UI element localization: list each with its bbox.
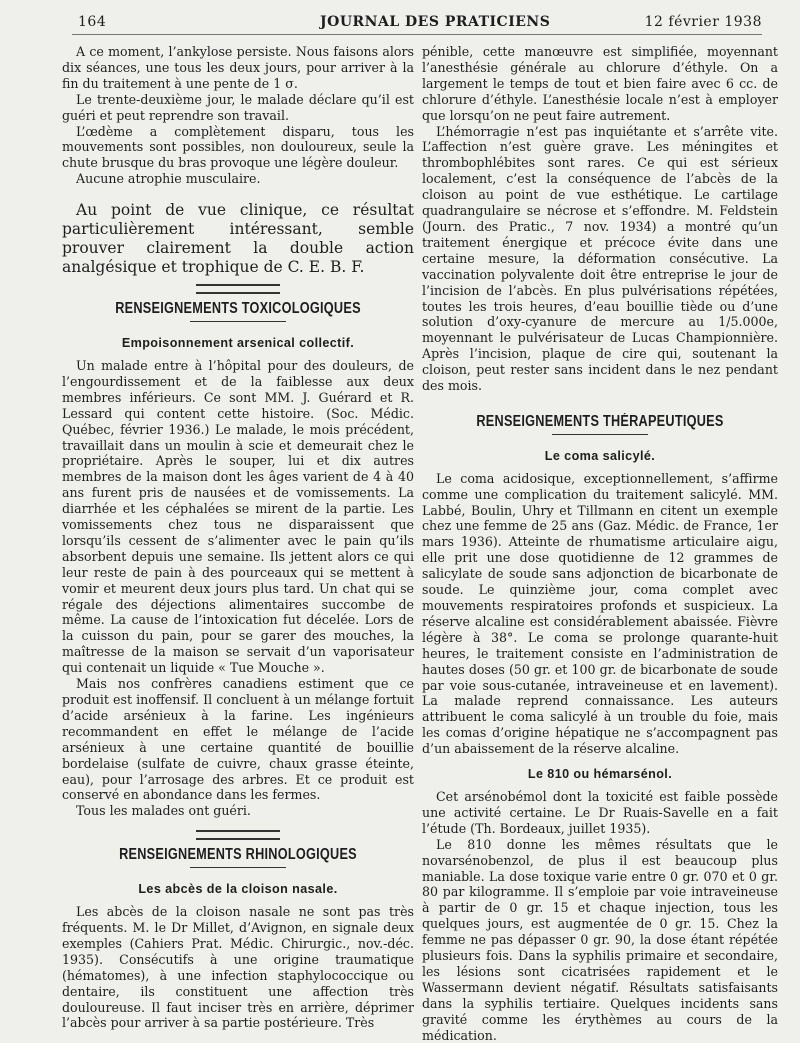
header-rule — [72, 34, 762, 35]
section-title-therapeutiques: RENSEIGNEMENTS THÉRAPEUTIQUES — [476, 412, 724, 430]
paragraph: Mais nos confrères canadiens estiment que ce produit est inoffensif. Il concluent à un mélange fortuit d’acide arsénieux à la farine. Les ingénieurs recommandent en effet le mélange de l’acide arsénieux à une certaine quantité de bouillie bordelaise (sulfate de cuivre, chaux grasse éteinte, eau), pour l’arrosage des arbres. Et ce produit est conservé en abondance dans les fermes. — [62, 676, 414, 803]
paragraph: A ce moment, l’ankylose persiste. Nous faisons alors dix séances, une tous les deux jours, pour arriver à la fin du traitement à une pente de 1 σ. — [62, 44, 414, 91]
paragraph: Un malade entre à l’hôpital pour des douleurs, de l’engourdissement et de la faiblesse aux deux membres inférieurs. Ce sont MM. J. Guérard et R. Lessard qui content cette histoire. (Soc. Médic. Québec, février 1936.) Le malade, le mois précédent, travaillait dans un moulin à scie et demeurait chez le propriétaire. Après le souper, lui et dix autres membres de la maison dont les âges varient de 4 à 40 ans furent pris de nausées et de vomissements. La diarrhée et les céphalées se mirent de la partie. Les vomissements chez tous ne disparaissent que lorsqu’ils cessent de s’alimenter avec le pain qu’ils absorbent depuis une semaine. Ils jettent alors ce qui leur reste de pain à des pourceaux qui se mettent à vomir et meurent deux jours plus tard. Un chat qui se régale des déjections alimentaires succombe de même. La cause de l’intoxication fut décelée. Lors de la cuisson du pain, pour se garer des mouches, la maîtresse de la maison se servait d’un vaporisateur qui contenait un liquide « Tue Mouche ». — [62, 357, 414, 676]
paragraph: L’œdème a complètement disparu, tous les mouvements sont possibles, non douloureux, seule la chute brusque du bras provoque une légère douleur. — [62, 123, 414, 171]
section-divider — [62, 829, 414, 841]
paragraph: Le coma acidosique, exceptionnellement, s’affirme comme une complication du traitement salicylé. MM. Labbé, Boulin, Uhry et Tillmann en citent un exemple chez une femme de 25 ans (Gaz. Médic. de France, 1er mars 1936). Atteinte de rhumatisme articulaire aigu, elle prit une dose quotidienne de 12 grammes de salicylate de soude sans adjonction de bicarbonate de soude. Le quinzième jour, coma complet avec mouvements respiratoires profonds et suspicieux. La réserve alcaline est considérablement abaissée. Fièvre légère à 38°. Le coma se prolonge quarante-huit heures, le traitement consiste en l’administration de hautes doses (50 gr. et 100 gr. de bicarbonate de soude par voie sous-cutanée, intraveineuse et en lavement). La malade reprend connaissance. Les auteurs attribuent le coma salicylé à un trouble du foie, mais les comas d’origine hépatique ne s’accompagnent pas d’un abaissement de la réserve alcaline. — [422, 470, 778, 757]
paragraph: Les abcès de la cloison nasale ne sont pas très fréquents. M. le Dr Millet, d’Avignon, en signale deux exemples (Cahiers Prat. Médic. Chirurgic., nov.-déc. 1935). Consécutifs à une origine traumatique (hématomes), à une infection staphylococcique ou dentaire, ils constituent une affection très douloureuse. Il faut inciser très en arrière, déprimer l’abcès pour arriver à sa partie postérieure. Très — [62, 904, 414, 1031]
conclusion-paragraph: Au point de vue clinique, ce résultat particulièrement intéressant, semble prouver clairement la double action analgésique et trophique de C. E. B. F. — [62, 201, 414, 277]
paragraph: Tous les malades ont guéri. — [76, 803, 251, 819]
paragraph: pénible, cette manœuvre est simplifiée, moyennant l’anesthésie générale au chlorure d’éthyle. On a largement le temps de tout et bien faire avec 6 cc. de chlorure d’éthyle. L’anesthésie locale n’est à employer que lorsqu’on ne peut faire autrement. — [422, 44, 778, 123]
paragraph: L’hémorragie n’est pas inquiétante et s’arrête vite. L’affection n’est guère grave. Les méningites et thrombophlébites sont rares. Ce qui est sérieux localement, c’est la conséquence de l’abcès de la cloison au point de vue esthétique. Le cartilage quadrangulaire se nécrose et s’effondre. M. Feldstein (Journ. des Pratic., 7 nov. 1934) a montré qu’un traitement énergique et précoce évite dans une certaine mesure, la déformation consécutive. La vaccination polyvalente doit être entreprise le jour de l’incision de l’abcès. En plus pulvérisations répétées, toutes les trois heures, d’eau bouillie tiède ou d’une solution d’oxy-cyanure de mercure au 1/5.000e, moyennant le pulvérisateur de Lucas Championnière. Après l’incision, plaque de cire qui, soutenant la cloison, peut rester sans incident dans le nez pendant des mois. — [422, 123, 778, 394]
right-column — [422, 44, 778, 1043]
journal-title: JOURNAL DES PRATICIENS — [320, 14, 551, 30]
section-title-rhinologiques: RENSEIGNEMENTS RHINOLOGIQUES — [119, 846, 357, 864]
page-header — [72, 14, 762, 36]
article-title-arsenical: Empoisonnement arsenical collectif. — [121, 336, 355, 351]
paragraph: Le trente-deuxième jour, le malade déclare qu’il est guéri et peut reprendre son travail. — [62, 91, 414, 123]
page-number: 164 — [78, 14, 107, 30]
article-title-abces: Les abcès de la cloison nasale. — [138, 882, 338, 897]
section-title-toxicologiques: RENSEIGNEMENTS TOXICOLOGIQUES — [115, 300, 361, 318]
paragraph: Le 810 donne les mêmes résultats que le novarsénobenzol, de plus il est beaucoup plus maniable. La dose toxique varie entre 0 gr. 070 et 0 gr. 80 par kilogramme. Il s’emploie par voie intraveineuse à partir de 0 gr. 15 et chaque injection, tous les quelques jours, est augmentée de 0 gr. 15. Chez la femme ne pas dépasser 0 gr. 90, la dose étant répétée plusieurs fois. Dans la syphilis primaire et secondaire, les lésions sont cicatrisées rapidement et le Wassermann devient négatif. Résultats satisfaisants dans la syphilis tertiaire. Quelques incidents sans gravité comme les érythèmes au cours de la médication. — [422, 836, 778, 1043]
paragraph: Aucune atrophie musculaire. — [76, 171, 261, 187]
left-column — [62, 44, 414, 1031]
article-title-810: Le 810 ou hémarsénol. — [527, 767, 673, 782]
article-title-coma: Le coma salicylé. — [544, 448, 656, 463]
paragraph: Cet arsénobémol dont la toxicité est faible possède une activité certaine. Le Dr Ruais-Savelle en a fait l’étude (Th. Bordeaux, juillet 1935). — [422, 788, 778, 836]
section-divider — [62, 283, 414, 295]
issue-date: 12 février 1938 — [644, 14, 762, 30]
